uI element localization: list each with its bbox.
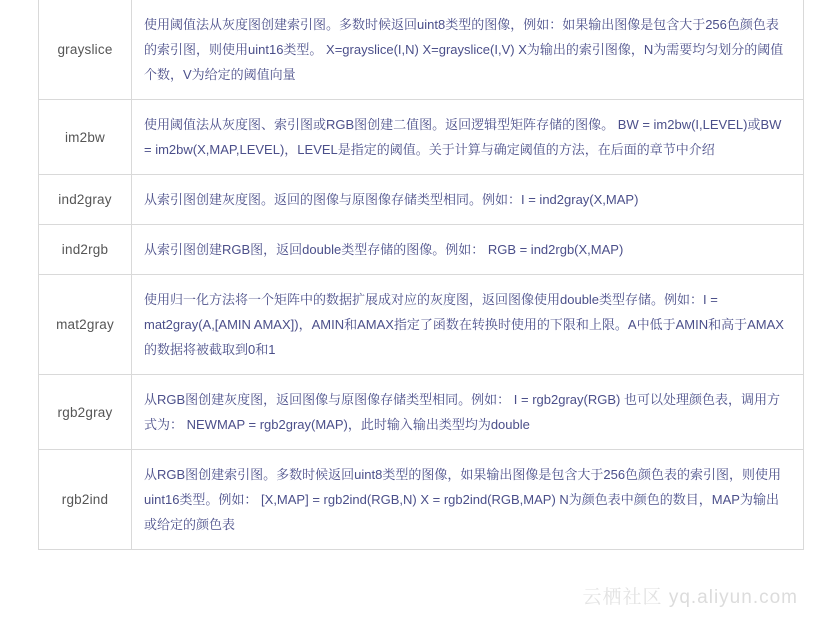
table-row: [39, 175, 804, 225]
watermark-en-text: yq.aliyun.com: [668, 587, 798, 608]
function-name-cell: rgb2gray: [39, 375, 132, 450]
function-reference-table: [38, 0, 804, 550]
table-row: [39, 450, 804, 550]
function-description-cell: [132, 275, 804, 375]
function-description-cell: [132, 375, 804, 450]
function-name-cell: rgb2ind: [39, 450, 132, 550]
function-name-cell: mat2gray: [39, 275, 132, 375]
function-description-cell: [132, 450, 804, 550]
table-row: [39, 100, 804, 175]
function-name-cell: ind2rgb: [39, 225, 132, 275]
function-name-cell: grayslice: [39, 0, 132, 100]
description-text: 使用阈值法从灰度图、索引图或RGB图创建二值图。返回逻辑型矩阵存储的图像。 BW = im2bw(I,LEVEL)或BW = im2bw(X,MAP,LEVEL)，LEVEL是指定的阈值。关于计算与确定阈值的方法，在后面的章节中介绍: [144, 117, 782, 157]
table-row: [39, 225, 804, 275]
table-row: [39, 0, 804, 100]
table-row: [39, 275, 804, 375]
table-body: [39, 0, 804, 550]
function-description-cell: [132, 100, 804, 175]
function-description-cell: [132, 175, 804, 225]
description-text: 从RGB图创建灰度图，返回图像与原图像存储类型相同。例如： I = rgb2gray(RGB) 也可以处理颜色表，调用方式为： NEWMAP = rgb2gray(MAP)，此时输入输出类型均为double: [144, 392, 780, 432]
watermark: [583, 582, 798, 609]
table-row: [39, 375, 804, 450]
function-name-cell: im2bw: [39, 100, 132, 175]
description-text: 从索引图创建RGB图，返回double类型存储的图像。例如： RGB = ind2rgb(X,MAP): [144, 242, 624, 257]
description-text: 从RGB图创建索引图。多数时候返回uint8类型的图像，如果输出图像是包含大于256色颜色表的索引图，则使用uint16类型。例如： [X,MAP] = rgb2ind(RGB,N) X = rgb2ind(RGB,MAP) N为颜色表中颜色的数目，MAP为输出或给定的颜色表: [144, 467, 782, 532]
watermark-cn-text: 云栖社区: [582, 587, 663, 608]
description-text: 使用归一化方法将一个矩阵中的数据扩展成对应的灰度图，返回图像使用double类型存储。例如：I = mat2gray(A,[AMIN AMAX])，AMIN和AMAX指定了函数在转换时使用的下限和上限。A中低于AMIN和高于AMAX的数据将被截取到0和1: [144, 292, 784, 357]
function-description-cell: [132, 0, 804, 100]
description-text: 从索引图创建灰度图。返回的图像与原图像存储类型相同。例如：I = ind2gray(X,MAP): [144, 192, 639, 207]
function-name-cell: ind2gray: [39, 175, 132, 225]
function-description-cell: [132, 225, 804, 275]
description-text: 使用阈值法从灰度图创建索引图。多数时候返回uint8类型的图像，例如：如果输出图像是包含大于256色颜色表的索引图，则使用uint16类型。 X=grayslice(I,N) X=grayslice(I,V) X为输出的索引图像，N为需要均匀划分的阈值个数，V为给定的阈值向量: [144, 17, 784, 82]
